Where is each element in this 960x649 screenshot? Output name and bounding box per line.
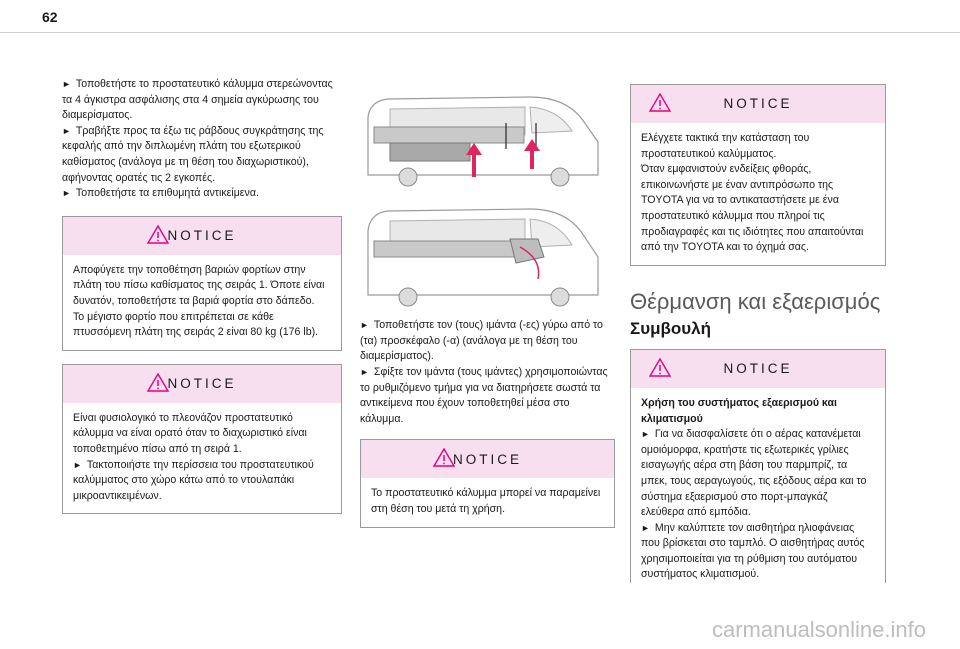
notice-bullet: ► Τακτοποιήστε την περίσσεια του προστατευτικού καλύμματος στο χώρο κάτω από το ντουλαπάκι μικροαντικειμένων.: [73, 458, 314, 502]
notice-title: NOTICE: [452, 451, 522, 467]
notice-title: NOTICE: [723, 361, 793, 377]
warning-icon: [649, 93, 671, 112]
notice-header: [63, 217, 341, 255]
instruction: ► Τοποθετήστε το προστατευτικό κάλυμμα στερεώνοντας τα 4 άγκιστρα ασφάλισης στα 4 σημεία αγκύρωσης του διαμερίσματος.: [62, 78, 333, 122]
notice-box: [630, 84, 886, 266]
notice-title: NOTICE: [723, 96, 793, 112]
warning-icon: [147, 373, 169, 392]
notice-box: [62, 364, 342, 515]
warning-icon: [433, 448, 455, 467]
notice-text: Το προστατευτικό κάλυμμα μπορεί να παραμείνει στη θέση του μετά τη χρήση.: [371, 487, 601, 515]
page-number: 62: [42, 9, 58, 25]
instruction: ► Σφίξτε τον ιμάντα (τους ιμάντες) χρησιμοποιώντας το ρυθμιζόμενο τμήμα για να διατηρήσετε σωστά τα αντικείμενα που έχουν τοποθετηθεί μέσα στο κάλυμμα.: [360, 365, 608, 425]
notice-heading: Χρήση του συστήματος εξαερισμού και κλιματισμού: [641, 396, 837, 425]
notice-text: Ελέγχετε τακτικά την κατάσταση του προστατευτικού καλύμματος.: [641, 132, 810, 160]
notice-text: Το μέγιστο φορτίο που επιτρέπεται σε κάθε πτυσσόμενη πλάτη της σειράς 2 είναι 80 kg (176 lb).: [73, 310, 319, 339]
section-title: Θέρμανση και εξαερισμός: [630, 288, 881, 314]
notice-header: [631, 350, 885, 388]
notice-header: [631, 85, 885, 123]
van-illustration-top: [360, 87, 602, 187]
sub-title: Συμβουλή: [630, 319, 711, 339]
column-3: [630, 84, 886, 583]
header-divider: [0, 32, 960, 33]
notice-text: Όταν εμφανιστούν ενδείξεις φθοράς, επικοινωνήστε με έναν αντιπρόσωπο της TOYOTA για να το αντικαταστήσετε με ένα προστατευτικό κάλυμμα που πληροί τις προδιαγραφές και τις ιδιότητες που απαιτούνται από την TOYOTA και το όχημά σας.: [641, 163, 864, 254]
watermark: carmanualsonline.info: [711, 617, 926, 642]
column-2: [360, 87, 615, 528]
warning-icon: [649, 358, 671, 377]
notice-title: NOTICE: [167, 227, 237, 243]
notice-header: [361, 440, 614, 478]
notice-bullet: ► Για να διασφαλίσετε ότι ο αέρας κατανέμεται ομοιόμορφα, κρατήστε τις εξωτερικές γρίλιες εισαγωγής αέρα στη βάση του παρμπρίζ, τα μπεκ, τους αεραγωγούς, τις εξόδους αέρα και το σύστημα εξαερισμού στο πορτ-μπαγκάζ ελεύθερα από εμπόδια.: [641, 428, 867, 519]
instruction: ► Τοποθετήστε τα επιθυμητά αντικείμενα.: [62, 187, 259, 200]
instruction: ► Τραβήξτε προς τα έξω τις ράβδους συγκράτησης της κεφαλής από την διπλωμένη πλάτη του εξωτερικού καθίσματος (ανάλογα με τη θέση του διαχωριστικού), αφήνοντας ορατές τις 2 εγκοπές.: [62, 124, 324, 184]
notice-box: [630, 349, 886, 583]
notice-bullet: ► Μην καλύπτετε τον αισθητήρα ηλιοφάνειας που βρίσκεται στο ταμπλό. Ο αισθητήρας αυτός χρησιμοποιείται για τη ρύθμιση του αυτόματου συστήματος κλιματισμού.: [641, 521, 865, 581]
warning-icon: [147, 225, 169, 244]
notice-text: Είναι φυσιολογικό το πλεονάζον προστατευτικό κάλυμμα να είναι ορατό όταν το διαχωριστικό είναι τοποθετημένο πίσω από τη σειρά 1.: [73, 411, 307, 455]
van-illustration-bottom: [360, 199, 602, 309]
notice-box: [62, 216, 342, 351]
instruction: ► Τοποθετήστε τον (τους) ιμάντα (-ες) γύρω από το (τα) προσκέφαλο (-α) (ανάλογα με τη θέση του διαμερίσματος).: [360, 319, 603, 363]
notice-text: Αποφύγετε την τοποθέτηση βαριών φορτίων στην πλάτη του πίσω καθίσματος της σειράς 1. Όποτε είναι δυνατόν, τοποθετήστε τα βαριά φορτία στο δάπεδο.: [73, 263, 325, 307]
notice-box: [360, 439, 615, 527]
notice-title: NOTICE: [167, 375, 237, 391]
notice-header: [63, 365, 341, 403]
column-1: [62, 77, 342, 514]
